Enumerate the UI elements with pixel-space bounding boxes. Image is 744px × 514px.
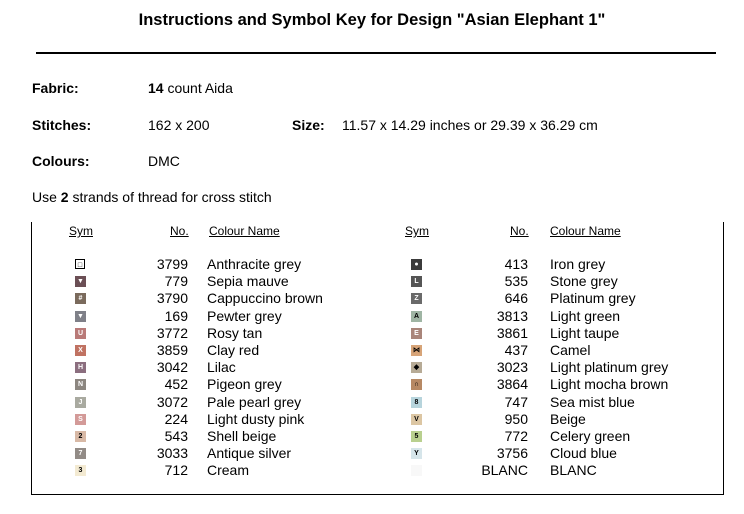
symbol-swatch: N	[75, 379, 86, 390]
colour-name: Celery green	[550, 428, 631, 444]
symbol-swatch: L	[411, 276, 422, 287]
table-row	[0, 273, 744, 290]
dmc-number: 3756	[496, 445, 528, 462]
strands-pre: Use	[32, 189, 61, 205]
symbol-swatch: 8	[411, 397, 422, 408]
page-title: Instructions and Symbol Key for Design "Asian Elephant 1"	[138, 11, 606, 29]
dmc-number: 712	[164, 462, 188, 479]
dmc-number: 3042	[156, 359, 188, 376]
table-row	[0, 411, 744, 428]
fabric-count: 14	[148, 80, 164, 96]
table-row	[0, 359, 744, 376]
fabric-value	[148, 80, 233, 96]
colours-label: Colours:	[32, 153, 90, 169]
colour-name: Pigeon grey	[207, 376, 282, 393]
symbol-swatch: U	[75, 328, 86, 339]
header-no-right: No.	[510, 224, 529, 238]
dmc-number: 3864	[496, 376, 528, 393]
table-row	[0, 256, 744, 273]
colour-name: Shell beige	[207, 428, 277, 444]
table-row	[0, 325, 744, 342]
fabric-type: count Aida	[163, 80, 233, 96]
table-row	[0, 342, 744, 359]
header-name-left: Colour Name	[209, 224, 280, 238]
size-value: 11.57 x 14.29 inches or 29.39 x 36.29 cm	[342, 117, 598, 133]
colour-name: Light green	[550, 307, 621, 324]
size-label: Size:	[292, 117, 325, 133]
colour-name: Light dusty pink	[207, 410, 305, 427]
symbol-swatch: ▼	[75, 276, 86, 287]
dmc-number: 3072	[156, 393, 188, 410]
dmc-number: 3813	[496, 307, 528, 324]
symbol-swatch: X	[75, 345, 86, 356]
dmc-number: 3033	[156, 445, 188, 462]
symbol-swatch: S	[75, 414, 86, 425]
symbol-swatch: 5	[411, 431, 422, 442]
colour-name: Camel	[550, 342, 591, 358]
colour-name: Pale pearl grey	[207, 393, 302, 410]
table-row	[0, 428, 744, 445]
title-divider	[36, 52, 716, 54]
dmc-number: 3790	[156, 290, 188, 307]
colour-name: Cream	[207, 462, 250, 479]
table-row	[0, 394, 744, 411]
symbol-swatch: ∩	[411, 379, 422, 390]
dmc-number: 772	[504, 428, 528, 444]
dmc-number: 3859	[156, 342, 188, 358]
colour-name: Anthracite grey	[207, 256, 302, 272]
symbol-swatch: ◆	[411, 362, 422, 373]
stitches-label: Stitches:	[32, 117, 92, 133]
symbol-swatch: ⋈	[413, 347, 420, 354]
symbol-swatch: ●	[411, 259, 422, 270]
strands-instruction	[32, 189, 272, 205]
colour-name: Antique silver	[207, 445, 292, 462]
symbol-swatch: Y	[411, 448, 422, 459]
dmc-number: 3772	[156, 324, 188, 341]
symbol-swatch: 7	[75, 448, 86, 459]
strands-count: 2	[60, 189, 69, 205]
dmc-number: 543	[164, 428, 188, 444]
header-name-right: Colour Name	[550, 224, 621, 238]
colour-name: Lilac	[207, 359, 236, 376]
colour-name: Iron grey	[550, 256, 606, 272]
fabric-label: Fabric:	[32, 80, 79, 96]
symbol-swatch: □	[75, 259, 85, 269]
colour-name: Rosy tan	[207, 324, 263, 341]
symbol-swatch: ▼	[75, 311, 86, 322]
symbol-swatch: V	[411, 414, 422, 425]
colour-name: Cloud blue	[550, 445, 617, 462]
colour-name: Light mocha brown	[550, 376, 669, 393]
dmc-number: 3023	[496, 359, 528, 376]
dmc-number: 779	[164, 273, 188, 290]
colour-name: Light platinum grey	[550, 359, 669, 376]
symbol-swatch: A	[411, 311, 422, 322]
table-row	[0, 462, 744, 479]
colour-name: Sepia mauve	[207, 273, 289, 290]
symbol-swatch	[411, 465, 422, 476]
stitches-value: 162 x 200	[148, 117, 210, 133]
colour-name: Clay red	[207, 342, 260, 358]
table-row	[0, 376, 744, 393]
dmc-number: 452	[164, 376, 188, 393]
symbol-swatch: Z	[411, 293, 422, 304]
symbol-swatch: #	[75, 293, 86, 304]
colour-name: Light taupe	[550, 324, 620, 341]
colour-name: BLANC	[550, 462, 597, 479]
dmc-number: 437	[504, 342, 528, 358]
header-sym-right: Sym	[405, 224, 429, 238]
dmc-number: 413	[504, 256, 528, 272]
dmc-number: 169	[164, 307, 188, 324]
symbol-swatch: E	[411, 328, 422, 339]
dmc-number: 646	[504, 290, 528, 307]
colour-name: Cappuccino brown	[207, 290, 323, 307]
dmc-number: 535	[504, 273, 528, 290]
table-row	[0, 308, 744, 325]
header-sym-left: Sym	[69, 224, 93, 238]
dmc-number: 950	[504, 410, 528, 427]
colour-name: Platinum grey	[550, 290, 636, 307]
symbol-swatch: J	[75, 397, 86, 408]
dmc-number: 3861	[496, 324, 528, 341]
dmc-number: 224	[164, 410, 188, 427]
colour-name: Pewter grey	[207, 307, 282, 324]
strands-post: strands of thread for cross stitch	[68, 189, 272, 205]
table-row	[0, 290, 744, 307]
dmc-number: 3799	[156, 256, 188, 272]
colour-name: Stone grey	[550, 273, 618, 290]
colour-name: Beige	[550, 410, 586, 427]
colour-name: Sea mist blue	[550, 393, 635, 410]
table-row	[0, 445, 744, 462]
dmc-number: 747	[504, 393, 528, 410]
colours-value: DMC	[148, 153, 180, 169]
dmc-number: BLANC	[481, 462, 528, 479]
symbol-swatch: H	[75, 362, 86, 373]
symbol-swatch: 3	[75, 465, 86, 476]
header-no-left: No.	[170, 224, 189, 238]
symbol-swatch: 2	[75, 431, 86, 442]
